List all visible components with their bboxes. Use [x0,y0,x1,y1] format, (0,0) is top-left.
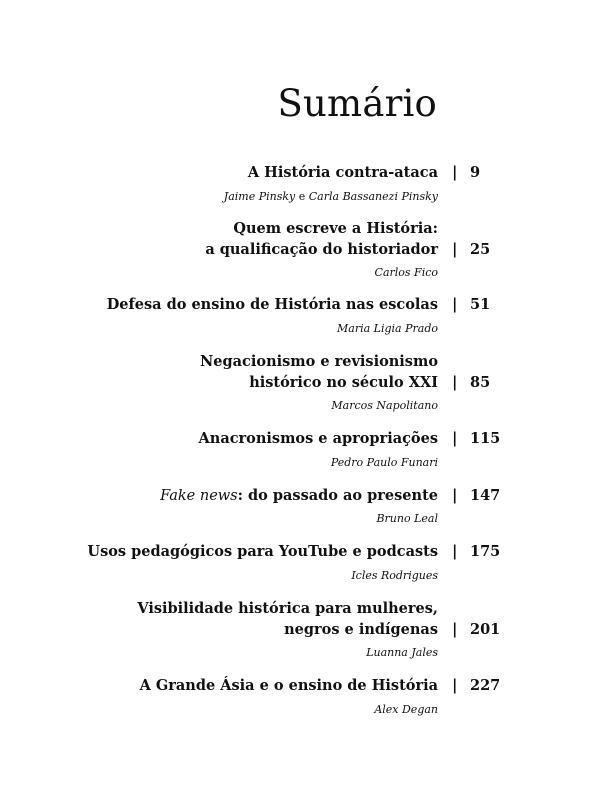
toc-entry-title: negros e indígenas [284,621,438,638]
toc-page-number: 9 [470,164,481,181]
toc-entry-title: Fake news: do passado ao presente [160,487,438,504]
toc-page-number: 85 [470,374,491,391]
toc-entry-author: Maria Ligia Prado [337,322,438,335]
toc-page-number: 51 [470,296,491,313]
toc-entry-title: a qualificação do historiador [205,241,438,258]
toc-separator: | [452,163,458,181]
toc-separator: | [452,676,458,694]
toc-page-number: 147 [470,487,501,504]
toc-separator: | [452,620,458,638]
toc-entry-author: Jaime Pinsky e Carla Bassanezi Pinsky [223,190,438,203]
toc-entry-title: Usos pedagógicos para YouTube e podcasts [87,543,438,560]
toc-entry-title: Quem escreve a História: [233,220,438,237]
toc-entry-title: Visibilidade histórica para mulheres, [137,600,438,617]
toc-entry-author: Icles Rodrigues [351,569,438,582]
toc-entry-title: Defesa do ensino de História nas escolas [106,296,438,313]
toc-entry-author: Bruno Leal [376,512,438,525]
toc-entry-author: Carlos Fico [374,266,438,279]
toc-entry-author: Luanna Jales [366,646,438,659]
toc-entry-title: Negacionismo e revisionismo [200,353,438,370]
toc-page-number: 115 [470,430,501,447]
toc-page-number: 175 [470,543,501,560]
toc-separator: | [452,373,458,391]
toc-page-number: 25 [470,241,491,258]
toc-page-number: 201 [470,621,501,638]
toc-separator: | [452,240,458,258]
toc-entry-title: Anacronismos e apropriações [198,430,438,447]
page-title: Sumário [277,82,437,125]
toc-separator: | [452,542,458,560]
toc-separator: | [452,486,458,504]
toc-entry-author: Marcos Napolitano [331,399,438,412]
toc-entry-title: A História contra-ataca [247,164,438,181]
toc-entry-author: Pedro Paulo Funari [330,456,438,469]
toc-entry-title: histórico no século XXI [249,374,438,391]
toc-page-number: 227 [470,677,501,694]
toc-separator: | [452,295,458,313]
toc-separator: | [452,429,458,447]
toc-entry-title: A Grande Ásia e o ensino de História [139,677,438,694]
toc-entry-author: Alex Degan [374,703,438,716]
